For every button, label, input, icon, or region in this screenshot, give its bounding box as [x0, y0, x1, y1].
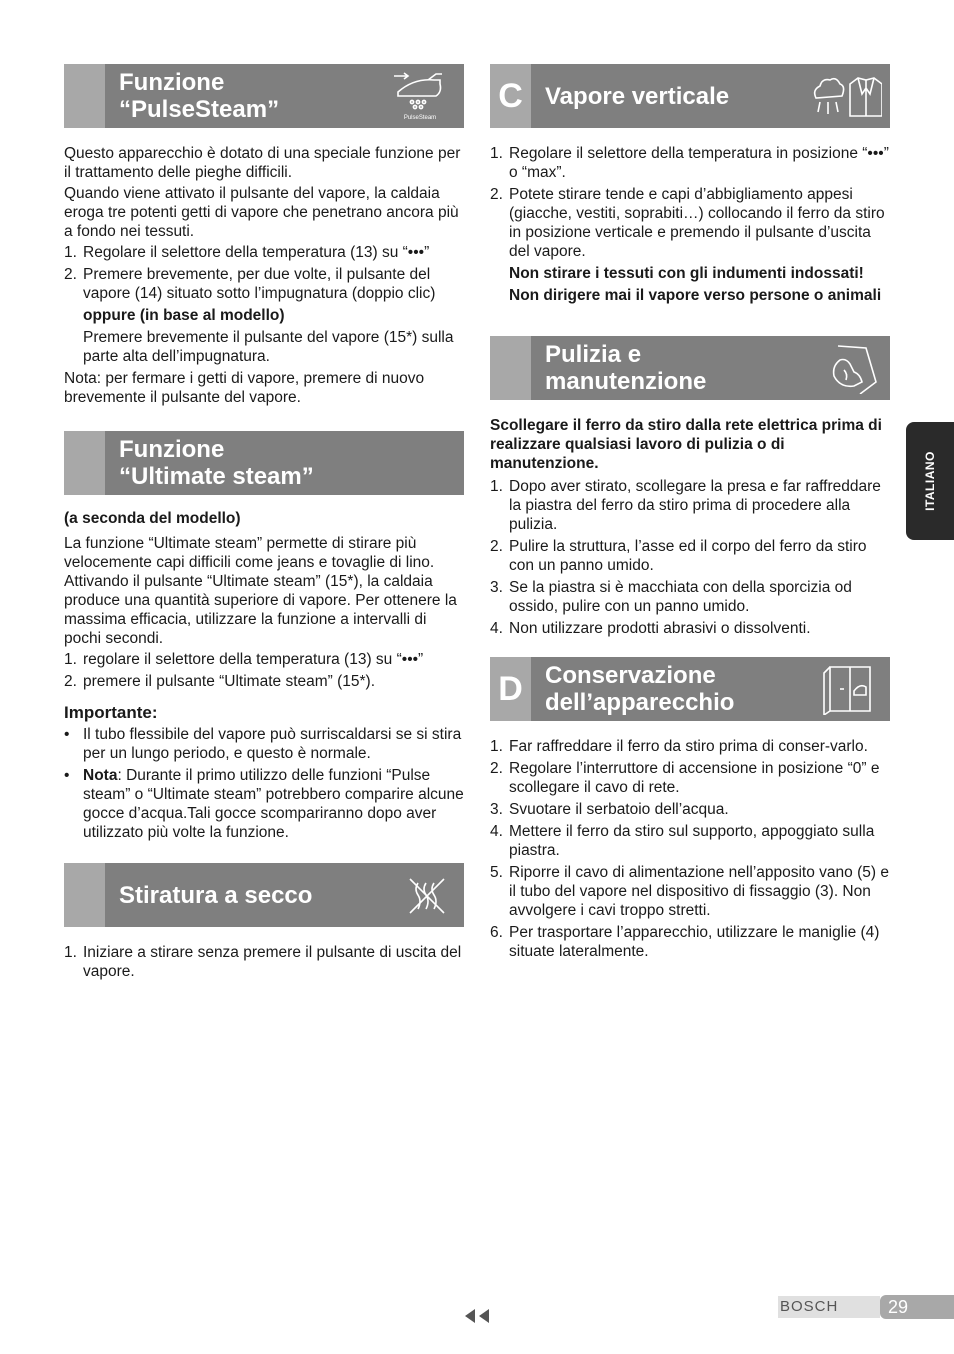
list-text: Regolare l’interruttore di accensione in posizione “0” e scollegare il cavo di rete.: [509, 760, 880, 796]
list-number: 1.: [490, 145, 503, 162]
list-item: [490, 477, 890, 534]
list-number: 1.: [64, 651, 77, 668]
list-number: 2.: [490, 186, 503, 203]
list-text: Regolare il selettore della temperatura (13) su “•••”: [83, 244, 430, 261]
section-tab: [64, 64, 105, 128]
language-label: ITALIANO: [923, 451, 937, 511]
list-number: 2.: [64, 673, 77, 690]
section-title: [119, 431, 374, 495]
list-item: [490, 923, 890, 961]
cleaning-list: [490, 477, 890, 638]
section-title: Stiratura a secco: [119, 881, 313, 909]
section-header-conservazione: [490, 657, 890, 721]
list-text: Riporre il cavo di alimentazione nell’apposito vano (5) e il tubo del vapore nel dispositivo di fissaggio (3). Non avvolgere i cavi troppo stretti.: [509, 864, 889, 919]
language-side-tab: [906, 422, 954, 540]
section-tab: [64, 863, 105, 927]
vertical-steam-jacket-icon: [810, 70, 882, 122]
bullet-text: Il tubo flessibile del vapore può surriscaldarsi se si stira per un lungo periodo, e questo è normale.: [83, 726, 462, 762]
paragraph: Quando viene attivato il pulsante del vapore, la caldaia eroga tre potenti getti di vapore che penetrano ancora più a fondo nei tessuti.: [64, 185, 459, 240]
list-number: 1.: [490, 738, 503, 755]
left-column: [64, 64, 464, 984]
section-header-pulizia: [490, 336, 890, 400]
section-letter-tab: C: [490, 64, 531, 128]
list-text: Pulire la struttura, l’asse ed il corpo del ferro da stiro con un panno umido.: [509, 538, 867, 574]
warning-text: Non dirigere mai il vapore verso persone o animali: [509, 287, 882, 304]
right-column: [490, 64, 890, 964]
list-item: [64, 265, 464, 303]
section-tab: [64, 431, 105, 495]
list-text: Premere brevemente, per due volte, il pulsante del vapore (14) situato sotto l’impugnatura (doppio clic): [83, 266, 436, 302]
list-text: Per trasportare l’apparecchio, utilizzare le maniglie (4) situate lateralmente.: [509, 924, 880, 960]
list-number: 2.: [64, 266, 77, 283]
list-text: Potete stirare tende e capi d’abbigliamento appesi (giacche, vestiti, soprabiti…) collocando il ferro da stiro in posizione verticale e premendo il pulsante d’uscita del vapore.: [509, 186, 885, 260]
note-text: Nota: per fermare i getti di vapore, premere di nuovo brevemente il pulsante del vapore.: [64, 370, 425, 406]
list-number: 3.: [490, 579, 503, 596]
section-title: [545, 336, 800, 400]
bullet-item: [64, 725, 464, 763]
title-line-1: Conservazione: [545, 662, 716, 689]
warning-text: Non stirare i tessuti con gli indumenti indossati!: [509, 265, 864, 282]
list-item: [490, 822, 890, 860]
list-item: [64, 243, 464, 262]
list-number: 4.: [490, 620, 503, 637]
list-item: [490, 863, 890, 920]
list-item: [64, 650, 464, 669]
list-item: [64, 672, 464, 691]
storage-list: [490, 737, 890, 961]
list-item: [490, 185, 890, 261]
pulsesteam-iron-icon: [384, 70, 456, 122]
title-line-1: Funzione: [119, 436, 225, 463]
section-title: Vapore verticale: [545, 82, 730, 110]
list-text: premere il pulsante “Ultimate steam” (15*).: [83, 673, 376, 690]
section-letter-tab: D: [490, 657, 531, 721]
hand-cloth-icon: [810, 342, 882, 394]
list-item: [490, 144, 890, 182]
list-text: Regolare il selettore della temperatura in posizione “•••” o “max”.: [509, 145, 889, 181]
bullet-item: [64, 766, 464, 842]
list-text: Mettere il ferro da stiro sul supporto, appoggiato sulla piastra.: [509, 823, 875, 859]
no-steam-icon: [384, 869, 456, 921]
bullet-mark: •: [64, 726, 70, 743]
list-item: [64, 943, 464, 981]
title-line-2: “PulseSteam”: [119, 96, 280, 123]
list-text: Iniziare a stirare senza premere il pulsante di uscita del vapore.: [83, 944, 462, 980]
list-number: 2.: [490, 760, 503, 777]
list-number: 5.: [490, 864, 503, 881]
list-number: 4.: [490, 823, 503, 840]
list-subtext: Premere brevemente il pulsante del vapore (15*) sulla parte alta dell’impugnatura.: [83, 329, 454, 365]
list-number: 1.: [64, 244, 77, 261]
warning-paragraph: Scollegare il ferro da stiro dalla rete elettrica prima di realizzare qualsiasi lavoro di pulizia o di manutenzione.: [490, 417, 882, 472]
list-text: Svuotare il serbatoio dell’acqua.: [509, 801, 729, 818]
paragraph: Questo apparecchio è dotato di una speciale funzione per il trattamento delle pieghe difficili.: [64, 145, 461, 181]
list-item: [490, 737, 890, 756]
storage-cabinet-icon: [810, 663, 882, 715]
list-number: 3.: [490, 801, 503, 818]
title-line-1: Funzione: [119, 69, 225, 96]
list-number: 1.: [490, 478, 503, 495]
back-arrows-icon[interactable]: [463, 1307, 493, 1325]
list-number: 1.: [64, 944, 77, 961]
list-item: [490, 578, 890, 616]
section-header-stiratura-secco: [64, 863, 464, 927]
list-item: [490, 537, 890, 575]
model-note: (a seconda del modello): [64, 510, 241, 527]
section-header-ultimate-steam: [64, 431, 464, 495]
list-text: Non utilizzare prodotti abrasivi o dissolventi.: [509, 620, 811, 637]
section-header-pulsesteam: [64, 64, 464, 128]
list-item: [490, 759, 890, 797]
list-item: [490, 619, 890, 638]
paragraph: La funzione “Ultimate steam” permette di stirare più velocemente capi difficili come jeans e tovaglie di lino. Attivando il pulsante “Ultimate steam” (15*), la caldaia produce una quantità superiore di vapore. Per ottenere la massima efficacia, utilizzare la funzione a intervalli di pochi secondi.: [64, 535, 457, 647]
bullet-mark: •: [64, 767, 70, 784]
list-text: Se la piastra si è macchiata con della sporcizia od ossido, pulire con un panno umido.: [509, 579, 852, 615]
subheading-oppure: oppure (in base al modello): [83, 307, 285, 324]
list-text: Far raffreddare il ferro da stiro prima di conser-varlo.: [509, 738, 868, 755]
title-line-1: Pulizia e: [545, 341, 642, 368]
title-line-2: “Ultimate steam”: [119, 463, 314, 490]
icon-caption: PulseSteam: [403, 115, 437, 121]
bullet-text: : Durante il primo utilizzo delle funzioni “Pulse steam” o “Ultimate steam” potrebbero comparire alcune gocce d’acqua.Tali gocce scompariranno dopo aver utilizzato più volte la funzione.: [83, 767, 464, 841]
importante-heading: Importante:: [64, 703, 158, 722]
brand-label: BOSCH: [778, 1296, 880, 1318]
bullet-bold-lead: Nota: [83, 767, 118, 784]
title-line-2: dell’apparecchio: [545, 689, 735, 716]
list-number: 6.: [490, 924, 503, 941]
list-text: regolare il selettore della temperatura (13) su “•••”: [83, 651, 424, 668]
page-number: 29: [880, 1295, 954, 1319]
section-title: [119, 64, 374, 128]
list-number: 2.: [490, 538, 503, 555]
title-line-2: manutenzione: [545, 368, 707, 395]
list-text: Dopo aver stirato, scollegare la presa e far raffreddare la piastra del ferro da stiro prima di procedere alla pulizia.: [509, 478, 881, 533]
section-tab: [490, 336, 531, 400]
section-title: [545, 657, 800, 721]
section-header-vapore-verticale: [490, 64, 890, 128]
list-item: [490, 800, 890, 819]
